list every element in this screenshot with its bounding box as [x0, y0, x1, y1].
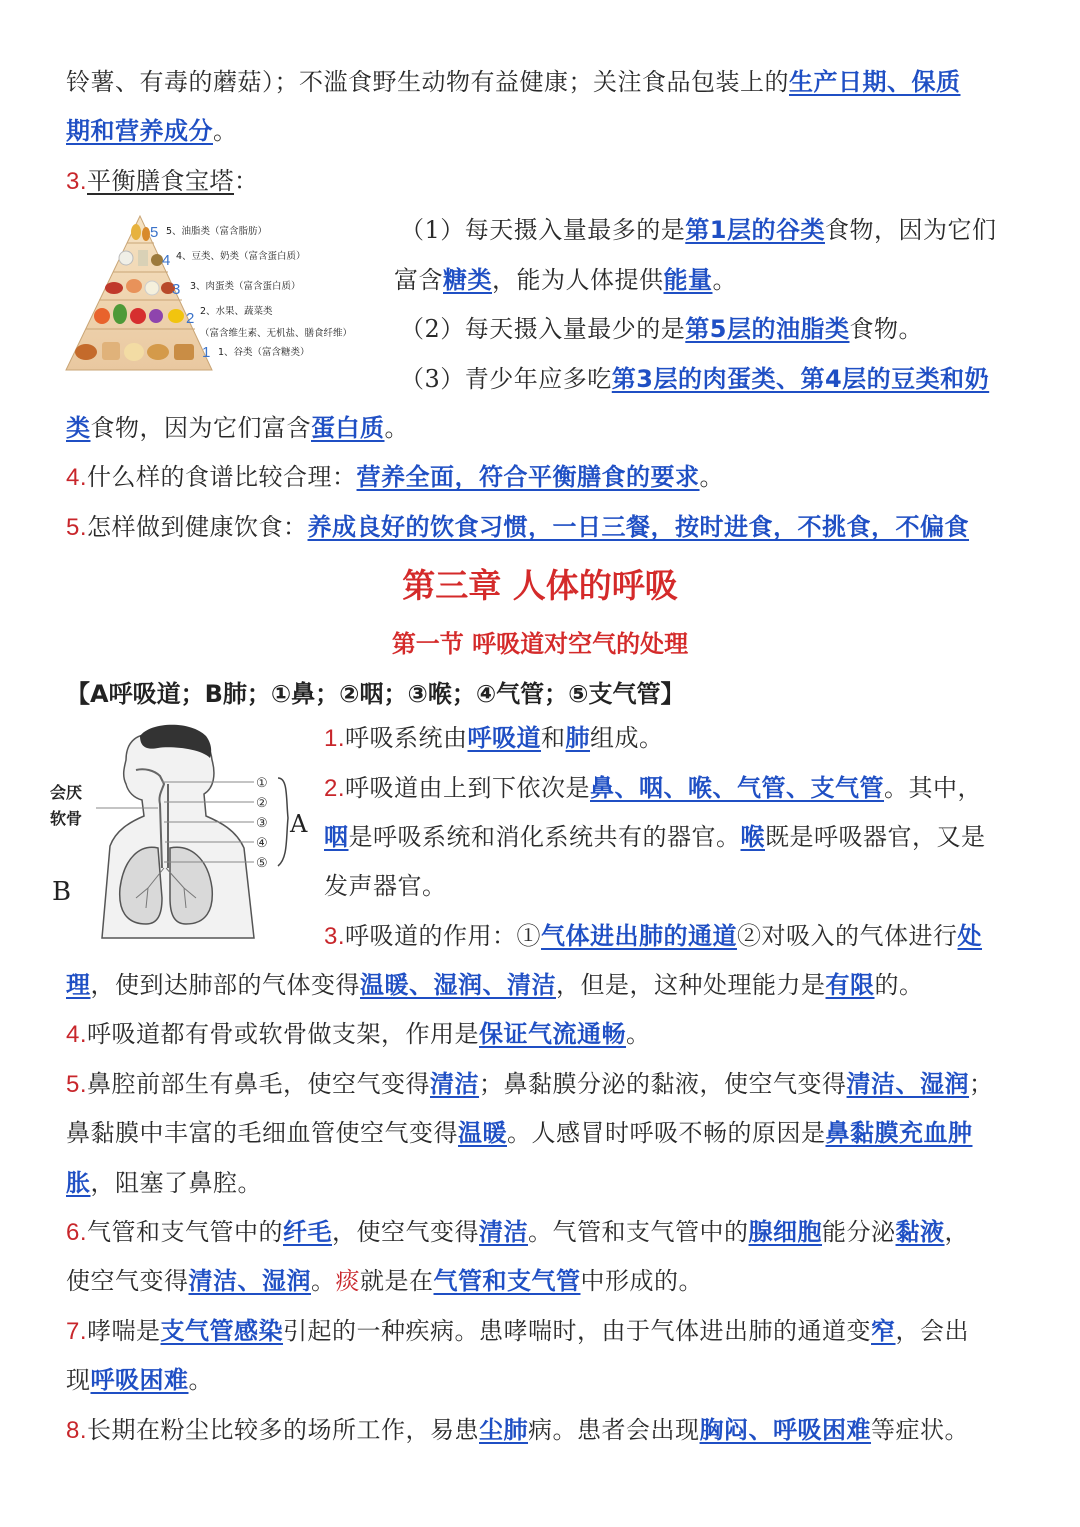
key-answer: 咽 — [324, 823, 349, 851]
text-line — [324, 921, 982, 952]
key-answer: 蛋白质 — [311, 414, 385, 442]
diagram-marker: ⑤ — [256, 856, 268, 871]
key-answer: 鼻、咽、喉、气管、支气管 — [590, 774, 885, 802]
text: ； — [969, 1070, 994, 1098]
text-line — [66, 1415, 969, 1446]
text-line — [66, 1118, 973, 1148]
key-answer: 保证气流通畅 — [479, 1020, 627, 1048]
text-line — [66, 413, 409, 443]
text: 呼吸道由上到下依次是 — [345, 774, 591, 802]
text: （3）青少年应多吃 — [400, 365, 612, 393]
item-number: 4. — [66, 464, 88, 491]
text-line — [66, 512, 969, 543]
text: 使空气变得 — [66, 1267, 189, 1295]
key-answer: 黏液 — [895, 1218, 945, 1246]
text: 能分泌 — [822, 1218, 896, 1246]
text-line — [324, 871, 447, 901]
text: 平衡膳食宝塔 — [87, 167, 235, 195]
key-answer: 能量 — [663, 266, 713, 294]
text: ；鼻黏膜分泌的黏液，使空气变得 — [479, 1070, 847, 1098]
item-number: 4. — [66, 1021, 88, 1048]
text-line — [66, 1266, 703, 1296]
text: ②对吸入的气体进行 — [737, 922, 958, 950]
text: 。人感冒时呼吸不畅的原因是 — [507, 1119, 826, 1147]
heading-pyramid — [66, 166, 259, 197]
food-pyramid-image — [62, 212, 392, 380]
key-answer: 肺 — [565, 724, 591, 752]
key-answer: 生产日期、保质 — [789, 68, 961, 96]
text: 。其中， — [884, 774, 983, 802]
key-answer: 第1层的谷类 — [685, 216, 825, 244]
key-answer: 理 — [66, 971, 91, 999]
text: 。 — [213, 117, 238, 145]
text-line — [66, 1019, 651, 1050]
text: 是呼吸系统和消化系统共有的器官。 — [348, 823, 741, 851]
text: 。 — [712, 266, 737, 294]
text: 。 — [311, 1267, 336, 1295]
text: 食物，因为它们 — [824, 216, 997, 244]
key-answer: 温暖、湿润、清洁 — [360, 971, 556, 999]
pyramid-level-label: 3、肉蛋类（富含蛋白质） — [190, 281, 301, 292]
diagram-marker: ② — [256, 796, 268, 811]
key-answer: 气体进出肺的通道 — [541, 922, 738, 950]
key-answer: 类 — [66, 414, 91, 442]
text: 气管和支气管中的 — [87, 1218, 284, 1246]
item-number: 5. — [66, 1071, 88, 1098]
key-answer: 第5层的油脂类 — [685, 315, 850, 343]
text: 的。 — [874, 971, 924, 999]
key-answer: 喉 — [740, 823, 765, 851]
text: 呼吸系统由 — [345, 724, 468, 752]
diagram-legend: 【A呼吸道；B肺；①鼻；②咽；③喉；④气管；⑤支气管】 — [66, 680, 685, 708]
text: ，使空气变得 — [332, 1218, 480, 1246]
text: 呼吸道都有骨或软骨做支架，作用是 — [87, 1020, 480, 1048]
key-answer: 腺细胞 — [748, 1218, 823, 1246]
highlight-term: 痰 — [335, 1267, 360, 1295]
item-number: 5. — [66, 514, 88, 541]
key-answer: 温暖 — [458, 1119, 507, 1147]
text: 中形成的。 — [580, 1267, 703, 1295]
key-answer: 清洁、湿润 — [846, 1070, 970, 1098]
text: 。 — [384, 414, 409, 442]
epiglottis-label: 会厌 — [50, 783, 83, 802]
label-a: A — [290, 810, 308, 838]
text: 呼吸道的作用：① — [345, 922, 542, 950]
pyramid-level-number: 2 — [186, 310, 195, 327]
text: ，能为人体提供 — [492, 266, 664, 294]
text-line — [66, 1217, 969, 1248]
text-line — [400, 364, 989, 394]
text-line — [66, 1316, 969, 1347]
text: （2）每天摄入量最少的是 — [400, 315, 686, 343]
text-line — [66, 970, 924, 1000]
pyramid-level-label: 5、油脂类（富含脂肪） — [166, 226, 268, 237]
text: ， — [944, 1218, 970, 1246]
pyramid-level-label: 2、水果、蔬菜类 — [200, 306, 273, 317]
text: 等症状。 — [871, 1416, 970, 1444]
text-line — [324, 773, 982, 804]
text: ，会出 — [895, 1317, 970, 1345]
key-answer: 养成良好的饮食习惯，一日三餐，按时进食，不挑食，不偏食 — [307, 513, 970, 541]
text: 富含 — [394, 266, 443, 294]
text-line — [394, 265, 737, 295]
key-answer: 鼻黏膜充血肿 — [825, 1119, 973, 1147]
key-answer: 支气管感染 — [160, 1317, 284, 1345]
diagram-marker: ① — [256, 776, 268, 791]
chapter-title: 第三章 人体的呼吸 — [402, 566, 678, 605]
key-answer: 呼吸困难 — [90, 1366, 189, 1394]
text: 鼻黏膜中丰富的毛细血管使空气变得 — [66, 1119, 458, 1147]
text: 和 — [541, 724, 566, 752]
text: ，但是，这种处理能力是 — [556, 971, 826, 999]
text: 食物，因为它们富含 — [90, 414, 311, 442]
section-title: 第一节 呼吸道对空气的处理 — [391, 630, 689, 658]
text-line — [66, 462, 724, 493]
key-answer: 胀 — [66, 1169, 91, 1197]
key-answer: 呼吸道 — [467, 724, 542, 752]
text: 引起的一种疾病。患哮喘时，由于气体进出肺的通道变 — [283, 1317, 872, 1345]
text: 。气管和支气管中的 — [528, 1218, 749, 1246]
item-number: 8. — [66, 1417, 88, 1444]
text: 既是呼吸器官，又是 — [765, 823, 986, 851]
text: 食物。 — [849, 315, 923, 343]
text: 发声器官。 — [324, 872, 447, 900]
pyramid-level-label: （富含维生素、无机盐、膳食纤维） — [200, 328, 353, 339]
epiglottis-label: 软骨 — [50, 809, 83, 828]
key-answer: 营养全面，符合平衡膳食的要求 — [356, 463, 700, 491]
key-answer: 第3层的肉蛋类、第4层的豆类和奶 — [611, 365, 990, 393]
diagram-marker: ③ — [256, 816, 268, 831]
text-line — [400, 314, 923, 344]
key-answer: 窄 — [871, 1317, 896, 1345]
pyramid-level-number: 3 — [172, 281, 181, 298]
text: 组成。 — [590, 724, 664, 752]
text: 就是在 — [360, 1267, 434, 1295]
text: 怎样做到健康饮食： — [87, 513, 308, 541]
key-answer: 糖类 — [443, 266, 492, 294]
key-answer: 清洁、湿润 — [188, 1267, 311, 1295]
item-number: 1. — [324, 725, 346, 752]
key-answer: 清洁 — [430, 1070, 480, 1098]
key-answer: 期和营养成分 — [66, 117, 213, 145]
key-answer: 尘肺 — [479, 1416, 529, 1444]
pyramid-level-number: 5 — [150, 224, 159, 241]
pyramid-level-label: 1、谷类（富含糖类） — [218, 347, 310, 358]
text-line — [66, 1365, 213, 1395]
key-answer: 清洁 — [479, 1218, 529, 1246]
text-line — [66, 67, 961, 97]
text-line — [66, 1168, 262, 1198]
text: 长期在粉尘比较多的场所工作，易患 — [87, 1416, 480, 1444]
item-number: 2. — [324, 775, 346, 802]
text: 什么样的食谱比较合理： — [87, 463, 357, 491]
text: ： — [234, 167, 259, 195]
key-answer: 胸闷、呼吸困难 — [699, 1416, 872, 1444]
text: ，使到达肺部的气体变得 — [90, 971, 360, 999]
key-answer: 处 — [957, 922, 983, 950]
text: 。 — [188, 1366, 213, 1394]
item-number: 6. — [66, 1219, 88, 1246]
text-line — [324, 822, 986, 852]
text: 。 — [626, 1020, 651, 1048]
text-line — [66, 1069, 994, 1100]
text-line — [324, 723, 664, 754]
diagram-marker: ④ — [256, 836, 268, 851]
text: ，阻塞了鼻腔。 — [90, 1169, 262, 1197]
pyramid-level-number: 1 — [202, 344, 211, 361]
label-b: B — [52, 877, 72, 907]
item-number: 3. — [66, 168, 88, 195]
pyramid-level-number: 4 — [162, 252, 171, 269]
text: 。 — [699, 463, 725, 491]
item-number: 3. — [324, 923, 346, 950]
item-number: 7. — [66, 1318, 88, 1345]
text: （1）每天摄入量最多的是 — [400, 216, 686, 244]
text: 鼻腔前部生有鼻毛，使空气变得 — [87, 1070, 431, 1098]
text-line — [400, 215, 996, 245]
respiratory-system-diagram — [40, 718, 320, 948]
text: 铃薯、有毒的蘑菇）；不滥食野生动物有益健康；关注食品包装上的 — [66, 68, 789, 96]
text: 现 — [66, 1366, 91, 1394]
text: 病。患者会出现 — [528, 1416, 700, 1444]
text: 哮喘是 — [87, 1317, 161, 1345]
text-line — [66, 116, 238, 146]
key-answer: 气管和支气管 — [433, 1267, 581, 1295]
key-answer: 纤毛 — [283, 1218, 333, 1246]
key-answer: 有限 — [825, 971, 875, 999]
pyramid-level-label: 4、豆类、奶类（富含蛋白质） — [176, 251, 306, 262]
